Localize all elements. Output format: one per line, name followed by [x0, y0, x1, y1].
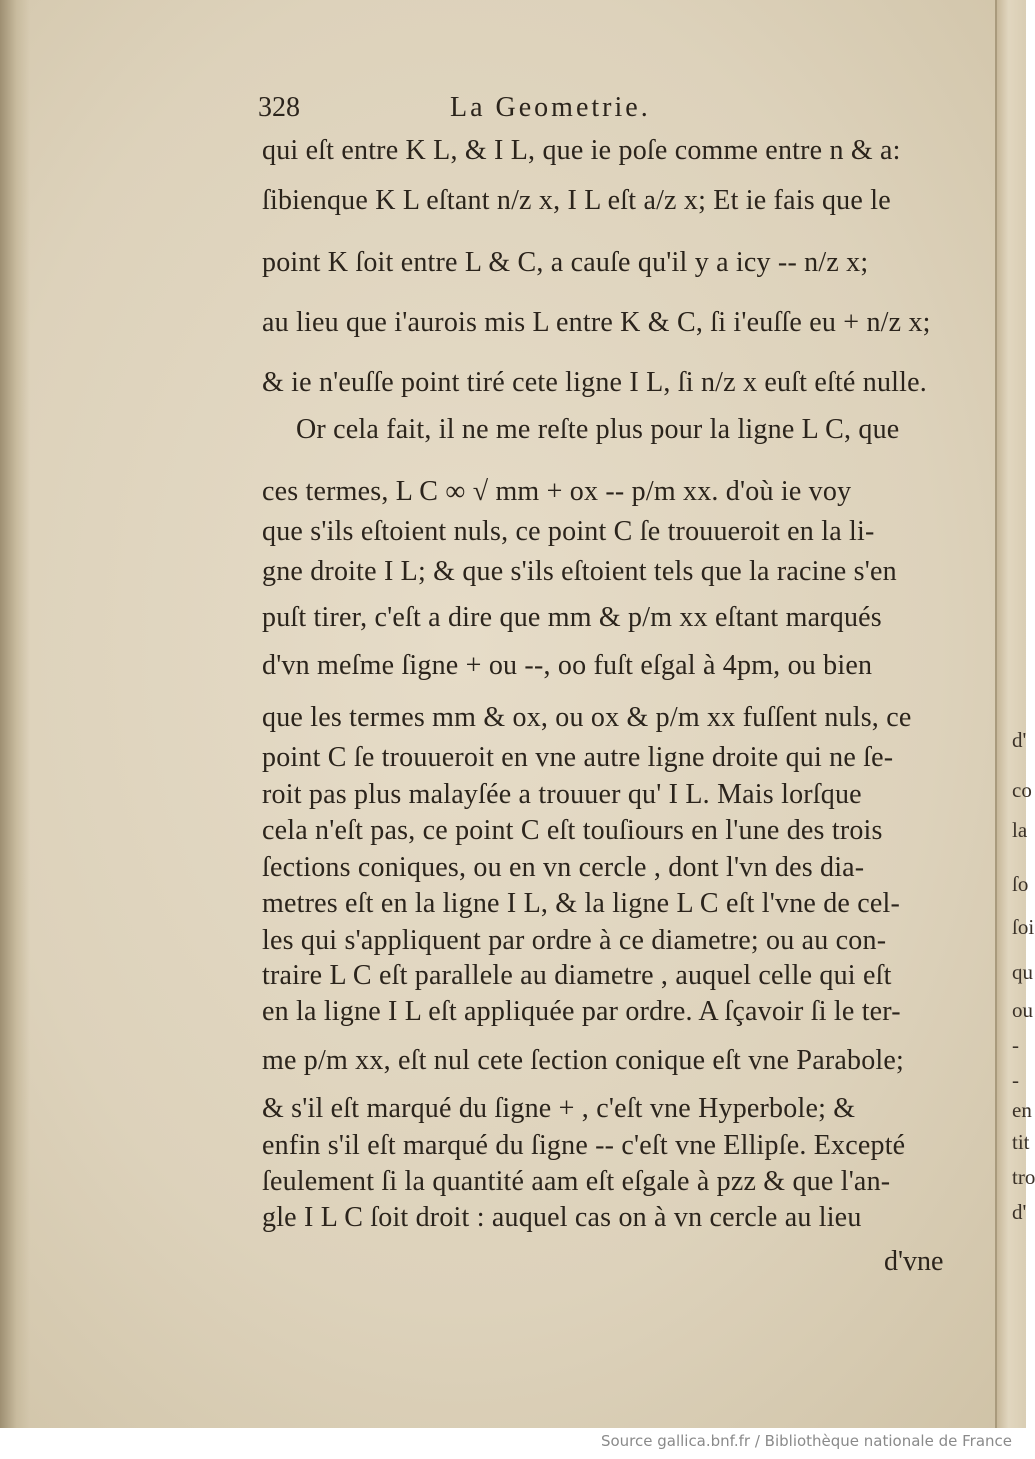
text-line: point K ſoit entre L & C, a cauſe qu'il y a icy -- n/z x;: [262, 247, 869, 278]
facing-page-fragment: ſoi: [1012, 915, 1035, 939]
text-line: d'vn meſme ſigne + ou --, oo fuſt eſgal à 4pm, ou bien: [262, 650, 873, 681]
text-line: Or cela fait, il ne me reſte plus pour la ligne L C, que: [296, 414, 900, 445]
text-line: que les termes mm & ox, ou ox & p/m xx fuſſent nuls, ce: [262, 702, 912, 733]
text-line: gle I L C ſoit droit : auquel cas on à vn cercle au lieu: [262, 1202, 862, 1233]
text-line: me p/m xx, eſt nul cete ſection conique eſt vne Parabole;: [262, 1045, 904, 1076]
text-line: en la ligne I L eſt appliquée par ordre. A ſçavoir ſi le ter-: [262, 996, 901, 1027]
facing-page-fragment: en: [1012, 1098, 1032, 1122]
facing-page-fragment: ſo: [1012, 872, 1029, 896]
text-line: ſeulement ſi la quantité aam eſt eſgale à pzz & que l'an-: [262, 1166, 891, 1197]
facing-page-fragment: ou: [1012, 998, 1033, 1022]
facing-page-fragment: d': [1012, 1200, 1027, 1224]
text-line: les qui s'appliquent par ordre à ce diametre; ou au con-: [262, 925, 887, 956]
text-line: puſt tirer, c'eſt a dire que mm & p/m xx eſtant marqués: [262, 602, 882, 633]
page-number: 328: [258, 92, 300, 123]
text-line: ſibienque K L eſtant n/z x, I L eſt a/z x; Et ie fais que le: [262, 185, 891, 216]
text-line: point C ſe trouueroit en vne autre ligne droite qui ne ſe-: [262, 742, 894, 773]
text-line: & s'il eſt marqué du ſigne + , c'eſt vne Hyperbole; &: [262, 1093, 856, 1124]
text-line: metres eſt en la ligne I L, & la ligne L C eſt l'vne de cel-: [262, 888, 901, 919]
facing-page-fragment: la: [1012, 818, 1028, 842]
text-line: ces termes, L C ∞ √ mm + ox -- p/m xx. d'où ie voy: [262, 476, 852, 507]
catchword: d'vne: [884, 1246, 944, 1277]
facing-page-fragment: qu: [1012, 960, 1033, 984]
text-line: que s'ils eſtoient nuls, ce point C ſe trouueroit en la li-: [262, 516, 875, 547]
facing-page-fragment: -: [1012, 1068, 1019, 1092]
text-line: & ie n'euſſe point tiré cete ligne I L, ſi n/z x euſt eſté nulle.: [262, 367, 927, 398]
book-spine: [0, 0, 30, 1428]
text-line: traire L C eſt parallele au diametre , auquel celle qui eſt: [262, 960, 892, 991]
text-line: cela n'eſt pas, ce point C eſt touſiours en l'une des trois: [262, 815, 883, 846]
facing-page-fragment: -: [1012, 1033, 1019, 1057]
facing-page-fragment: tro: [1012, 1165, 1035, 1189]
text-line: qui eſt entre K L, & I L, que ie poſe comme entre n & a:: [262, 135, 901, 166]
facing-page-fragment: tit: [1012, 1130, 1030, 1154]
running-title: La Geometrie.: [450, 92, 651, 123]
text-line: roit pas plus malayſée a trouuer qu' I L. Mais lorſque: [262, 779, 862, 810]
facing-page-fragment: d': [1012, 728, 1027, 752]
text-line: enfin s'il eſt marqué du ſigne -- c'eſt vne Ellipſe. Excepté: [262, 1130, 906, 1161]
source-credit[interactable]: Source gallica.bnf.fr / Bibliothèque nationale de France: [600, 1432, 1012, 1450]
text-line: au lieu que i'aurois mis L entre K & C, ſi i'euſſe eu + n/z x;: [262, 307, 931, 338]
running-header: [258, 92, 651, 124]
facing-page-fragment: co: [1012, 778, 1032, 802]
text-line: gne droite I L; & que s'ils eſtoient tels que la racine s'en: [262, 556, 897, 587]
text-line: ſections coniques, ou en vn cercle , dont l'vn des dia-: [262, 852, 865, 883]
